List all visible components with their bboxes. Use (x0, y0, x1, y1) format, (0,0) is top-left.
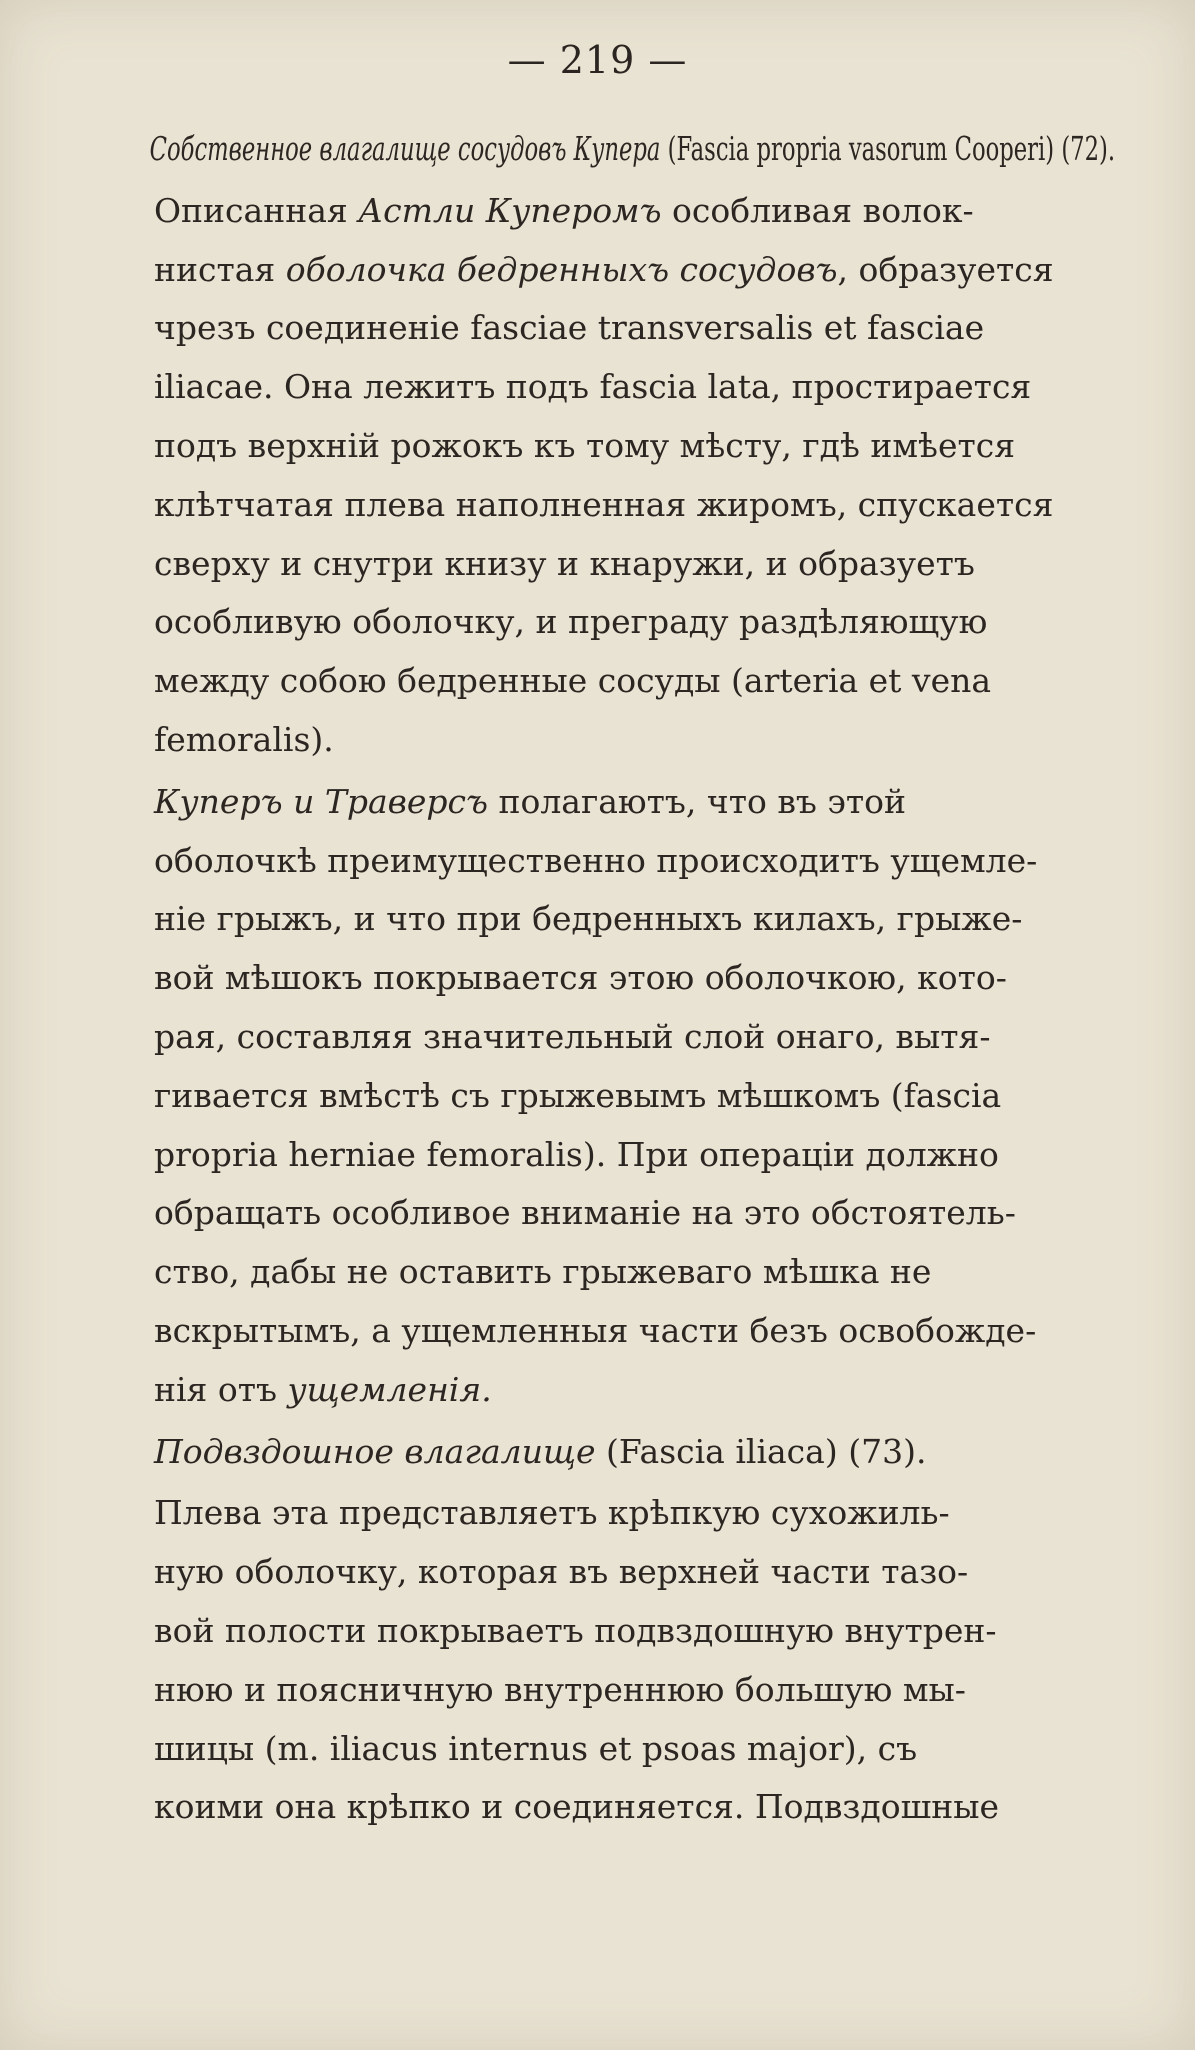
text-line: подъ верхній рожокъ къ тому мѣсту, гдѣ имѣется (154, 425, 1016, 465)
text-line: ство, дабы не оставить грыжеваго мѣшка не (154, 1252, 932, 1292)
heading-italic: Собственное влагалище сосудовъ Купера (149, 129, 661, 168)
text-line: ную оболочку, которая въ верхней части тазо- (154, 1552, 969, 1592)
text-line: нія отъ ущемленія. (154, 1369, 492, 1409)
text-line: вскрытымъ, а ущемленныя части безъ освобожде- (154, 1310, 1037, 1350)
heading-rest: (Fascia iliaca) (73). (595, 1431, 927, 1471)
paragraph-3 (140, 1484, 1115, 1837)
page-number: — 219 — (507, 38, 688, 82)
text-line: Описанная Астли Куперомъ особливая волок- (154, 190, 974, 230)
text-line: вой мѣшокъ покрывается этою оболочкою, кото- (154, 958, 1007, 998)
text-line: коими она крѣпко и соединяется. Подвздошные (154, 1787, 1000, 1827)
text-line: рая, составляя значительный слой онаго, вытя- (154, 1016, 991, 1056)
text-line: между собою бедренные сосуды (arteria et vena (154, 661, 992, 701)
text-line: iliacae. Она лежитъ подъ fascia lata, простирается (154, 367, 1032, 407)
text-line: ніе грыжъ, и что при бедренныхъ килахъ, грыже- (154, 899, 1023, 939)
text-line: особливую оболочку, и преграду раздѣляющую (154, 602, 988, 642)
text-line: femoralis). (154, 719, 334, 759)
text-line: вой полости покрываетъ подвздошную внутрен- (154, 1610, 997, 1650)
text-line: оболочкѣ преимущественно происходитъ ущемле- (154, 840, 1038, 880)
text-line: сверху и снутри книзу и кнаружи, и образуетъ (154, 543, 975, 583)
paragraph-1 (140, 182, 1115, 770)
text-line: обращать особливое вниманіе на это обстоятель- (154, 1193, 1016, 1233)
text-line: нистая оболочка бедренныхъ сосудовъ, образуется (154, 249, 1054, 289)
paragraph-2 (140, 773, 1115, 1420)
text-line: шицы (m. iliacus internus et psoas major), съ (154, 1728, 918, 1768)
text-line: чрезъ соединеніе fasciae transversalis et fasciae (154, 308, 985, 348)
text-line: Куперъ и Траверсъ полагаютъ, что въ этой (154, 781, 906, 821)
heading-italic: Подвздошное влагалище (154, 1431, 596, 1471)
text-line: propria herniae femoralis). При операціи должно (154, 1134, 999, 1174)
text-line: Плева эта представляетъ крѣпкую сухожиль- (154, 1493, 950, 1533)
text-line: гивается вмѣстѣ съ грыжевымъ мѣшкомъ (fascia (154, 1075, 1002, 1115)
text-line: нюю и поясничную внутреннюю большую мы- (154, 1669, 966, 1709)
section-heading-fascia-iliaca (140, 1423, 1115, 1482)
section-heading-fascia-propria (140, 120, 1115, 179)
text-line: клѣтчатая плева наполненная жиромъ, спускается (154, 484, 1054, 524)
heading-rest: (Fascia propria vasorum Cooperi) (72). (660, 129, 1116, 168)
page-body (140, 120, 1115, 1837)
